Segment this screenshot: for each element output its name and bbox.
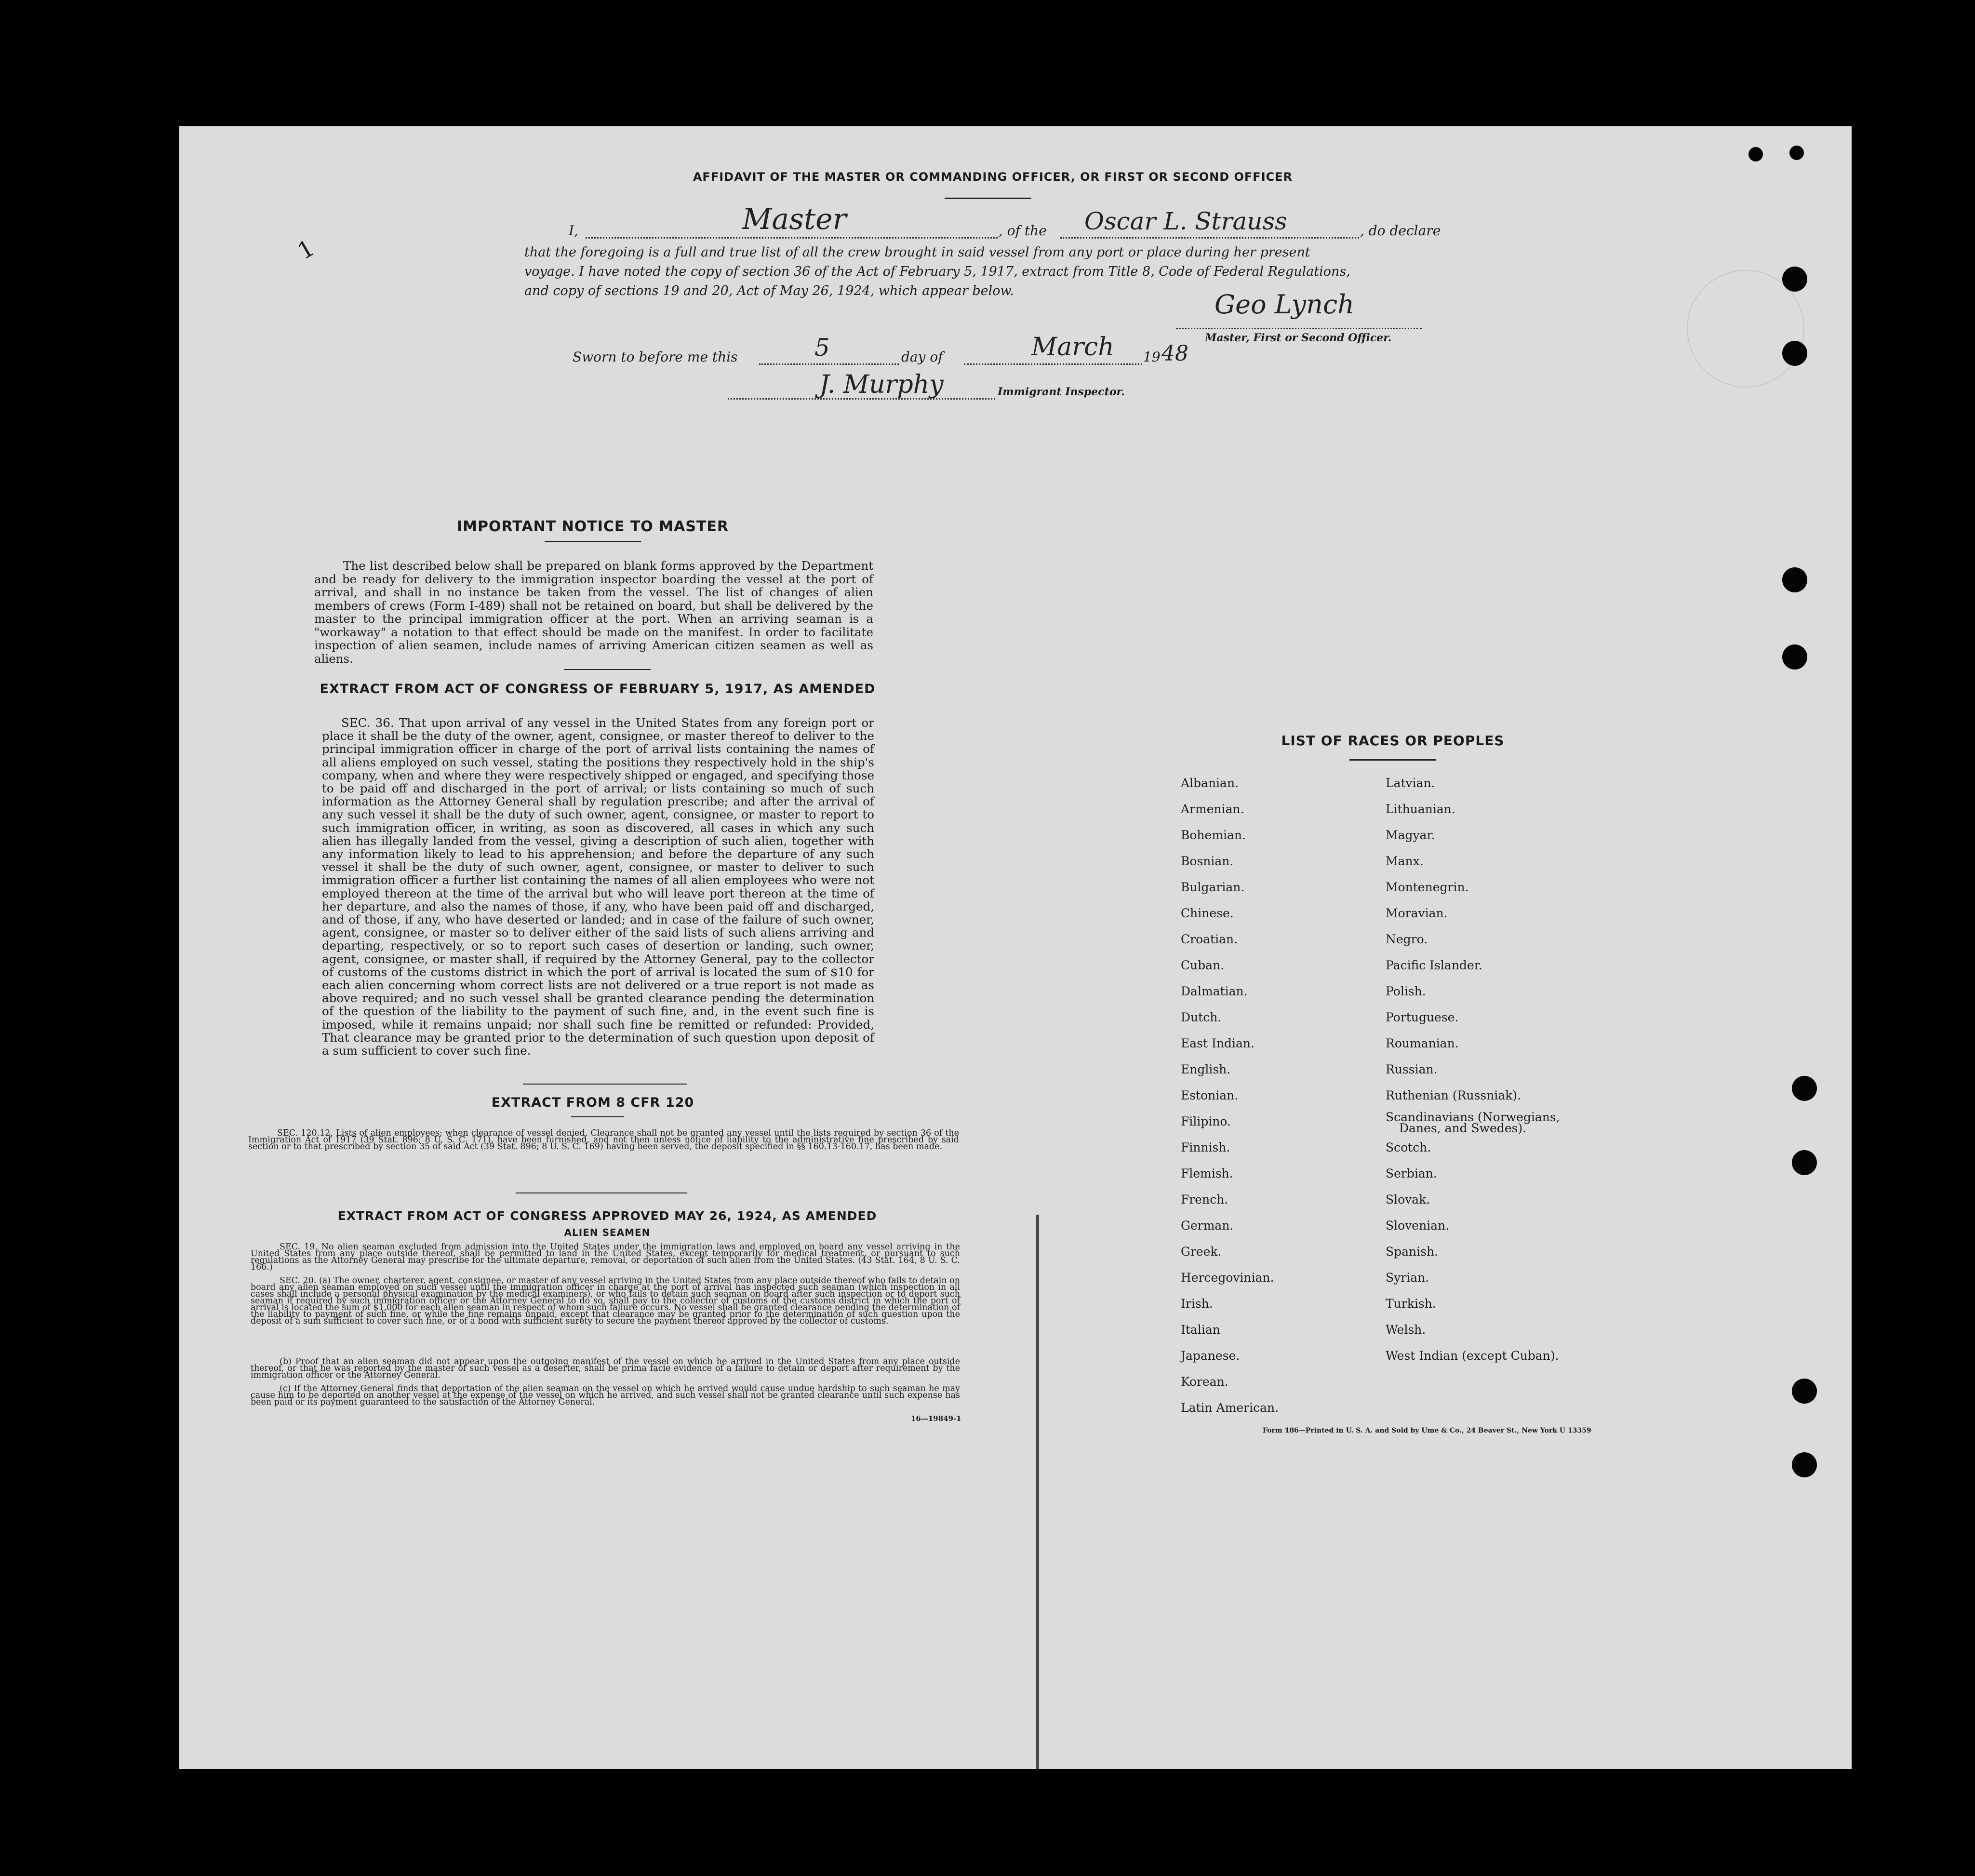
- punch-hole-icon: [1782, 341, 1807, 366]
- page-fold: [1036, 1215, 1039, 1769]
- notice-divider: [564, 669, 651, 670]
- margin-mark: 1: [293, 234, 320, 265]
- race-entry: Cuban.: [1181, 958, 1225, 972]
- race-entry: Japanese.: [1181, 1349, 1240, 1363]
- day-of-label: day of: [901, 349, 943, 365]
- vessel-blank: [1060, 237, 1359, 239]
- race-entry: Bulgarian.: [1181, 880, 1245, 894]
- race-entry: Spanish.: [1386, 1245, 1439, 1259]
- of-the-label: , of the: [999, 223, 1047, 239]
- sec20c-body: (c) If the Attorney General finds that deportation of the alien seaman on the vessel on which he arrived would cause undue hardship to such seaman he may cause him to be deported on another vessel at the expense of the vessel on which he arrived, and such vessel shall not be granted clearance until such expense has been paid or its payment guaranteed to the satisfaction of the Attorney General.: [251, 1384, 960, 1407]
- cfr-title: EXTRACT FROM 8 CFR 120: [491, 1095, 694, 1110]
- sworn-day-handwritten: 5: [814, 334, 830, 362]
- race-entry: Armenian.: [1181, 802, 1244, 816]
- race-entry: Pacific Islander.: [1386, 958, 1482, 972]
- race-entry: Scotch.: [1386, 1140, 1431, 1154]
- race-entry: Welsh.: [1386, 1323, 1426, 1337]
- races-rule: [1349, 759, 1436, 761]
- race-entry: Lithuanian.: [1386, 802, 1455, 816]
- sworn-day-blank: [759, 363, 899, 365]
- race-entry: Latvian.: [1386, 776, 1435, 790]
- race-entry: Hercegovinian.: [1181, 1271, 1274, 1285]
- title-rule: [945, 198, 1031, 199]
- race-entry: Latin American.: [1181, 1401, 1279, 1415]
- punch-hole-icon: [1789, 146, 1804, 160]
- officer-blank: [586, 237, 998, 239]
- race-entry: Flemish.: [1181, 1166, 1233, 1180]
- race-entry: Serbian.: [1386, 1166, 1437, 1180]
- signature-caption: Master, First or Second Officer.: [1205, 332, 1392, 344]
- race-entry: Greek.: [1181, 1245, 1222, 1259]
- vessel-handwritten: Oscar L. Strauss: [1084, 207, 1287, 235]
- race-entry: Syrian.: [1386, 1271, 1429, 1285]
- punch-hole-icon: [1792, 1150, 1817, 1175]
- race-entry: Bosnian.: [1181, 854, 1234, 868]
- notice-rule: [545, 541, 641, 542]
- extract-1917-body: SEC. 36. That upon arrival of any vessel in the United States from any foreign port or place it shall be the duty of the owner, agent, consignee, or master thereof to deliver to the principal immigration officer in charge of the port of arrival lists containing the names of all aliens employed on such vessel, stating the positions they respectively hold in the ship's company, when and where they were respectively shipped or engaged, and specifying those to be paid off and discharged in the port of arrival; or lists containing so much of such information as the Attorney General shall by regulation prescribe; and after the arrival of any such vessel it shall be the duty of such owner, agent, consignee, or master to report to such immigration officer, in writing, as soon as discovered, all cases in which any such alien has illegally landed from the vessel, giving a description of such alien, together with any information likely to lead to his apprehension; and before the departure of any such vessel it shall be the duty of such owner, agent, consignee, or master to deliver to such immigration officer a further list containing the names of all alien employees who were not employed thereon at the time of the arrival but who will leave port thereon at the time of her departure, and also the names of those, if any, who have been paid off and discharged, and of those, if any, who have deserted or landed; and in case of the failure of such owner, agent, consignee, or master so to deliver either of the said lists of such aliens arriving and departing, respectively, or so to report such cases of desertion or landing, such owner, agent, consignee, or master shall, if required by the Attorney General, pay to the collector of customs of the customs district in which the port of arrival is located the sum of $10 for each alien concerning whom correct lists are not delivered or a true report is not made as above required; and no such vessel shall be granted clearance pending the determination of the question of the liability to the payment of such fine, and, in the event such fine is imposed, while it remains unpaid; nor shall such fine be remitted or refunded: Provided, That clearance may be granted prior to the determination of such question upon deposit of a sum sufficient to cover such fine.: [322, 716, 874, 1058]
- race-entry: German.: [1181, 1219, 1234, 1233]
- race-entry: Irish.: [1181, 1297, 1213, 1311]
- extract-1917-title: EXTRACT FROM ACT OF CONGRESS OF FEBRUARY 5, 1917, AS AMENDED: [320, 682, 876, 697]
- race-entry: Danes, and Swedes).: [1399, 1121, 1527, 1135]
- race-entry: Albanian.: [1181, 776, 1239, 790]
- race-entry: Croatian.: [1181, 932, 1238, 946]
- race-entry: Slovak.: [1386, 1193, 1430, 1206]
- race-entry: Italian: [1181, 1323, 1220, 1337]
- notice-title: IMPORTANT NOTICE TO MASTER: [457, 518, 729, 535]
- race-entry: Bohemian.: [1181, 828, 1246, 842]
- form-code: 16—19849-1: [911, 1414, 961, 1423]
- race-entry: Dutch.: [1181, 1010, 1222, 1024]
- race-entry: Slovenian.: [1386, 1219, 1450, 1233]
- race-entry: Turkish.: [1386, 1297, 1436, 1311]
- race-entry: Roumanian.: [1386, 1036, 1459, 1050]
- punch-hole-icon: [1792, 1076, 1817, 1101]
- sworn-month-blank: [964, 363, 1142, 365]
- officer-handwritten: Master: [742, 202, 847, 236]
- race-entry: Filipino.: [1181, 1114, 1231, 1128]
- race-entry: English.: [1181, 1062, 1231, 1076]
- race-entry: Scandinavians (Norwegians,: [1386, 1110, 1560, 1124]
- race-entry: Montenegrin.: [1386, 880, 1469, 894]
- race-entry: Ruthenian (Russniak).: [1386, 1088, 1521, 1102]
- race-entry: Moravian.: [1386, 906, 1448, 920]
- punch-hole-icon: [1792, 1452, 1817, 1477]
- inspector-caption: Immigrant Inspector.: [998, 386, 1125, 398]
- punch-hole-icon: [1782, 644, 1807, 670]
- notice-body: The list described below shall be prepared on blank forms approved by the Department and be ready for delivery to the immigration inspector boarding the vessel at the port of arrival, and shall in no instance be taken from the vessel. The list of changes of alien members of crews (Form I-489) shall not be retained on board, but shall be delivered by the master to the principal immigration officer at the port. When an arriving seaman is a "workaway" a notation to that effect should be made on the manifest. In order to facilitate inspection of alien seamen, include names of arriving American citizen seamen as well as aliens.: [314, 559, 873, 666]
- race-entry: Korean.: [1181, 1375, 1228, 1389]
- affidavit-title: AFFIDAVIT OF THE MASTER OR COMMANDING OFFICER, OR FIRST OR SECOND OFFICER: [693, 170, 1293, 184]
- year-prefix: 19: [1143, 349, 1161, 365]
- sec20a-body: SEC. 20. (a) The owner, charterer, agent, consignee, or master of any vessel arriving in the United States from any place outside thereof who fails to detain on board any alien seaman employed on such vessel until the immigration officer in charge at the port of arrival has inspected such seaman (which inspection in all cases shall include a personal physical examination by the medical examiners), or who fails to detain such seaman on board after such inspection or to deport such seaman if required by such immigration officer or the Attorney General to do so, shall pay to the collector of customs of the customs district in which the port of arrival is located the sum of $1,000 for each alien seaman in respect of whom such failure occurs. No vessel shall be granted clearance pending the determination of the liability to payment of such fine, or while the fine remains unpaid, except that clearance may be granted prior to the determination of such question upon the deposit of a sum sufficient to cover such fine, or of a bond with sufficient surety to secure the payment thereof approved by the collector of customs.: [251, 1276, 960, 1326]
- punch-hole-icon: [1782, 267, 1807, 292]
- race-entry: West Indian (except Cuban).: [1386, 1349, 1559, 1363]
- races-left-column: [1181, 770, 1398, 1421]
- race-entry: Manx.: [1386, 854, 1424, 868]
- sworn-month-handwritten: March: [1031, 333, 1114, 362]
- affidavit-line-3: and copy of sections 19 and 20, Act of May 26, 1924, which appear below.: [524, 283, 1014, 298]
- extract-1924-title: EXTRACT FROM ACT OF CONGRESS APPROVED MAY 26, 1924, AS AMENDED: [337, 1209, 877, 1223]
- race-entry: Portuguese.: [1386, 1010, 1459, 1024]
- races-title: LIST OF RACES OR PEOPLES: [1281, 733, 1505, 749]
- race-entry: Dalmatian.: [1181, 984, 1248, 998]
- races-right-column: [1386, 770, 1675, 1369]
- race-entry: Negro.: [1386, 932, 1428, 946]
- sec20b-body: (b) Proof that an alien seaman did not appear upon the outgoing manifest of the vessel on which he arrived in the United States from any place outside thereof, or that he was reported by the master of such vessel as a deserter, shall be prima facie evidence of a failure to detain or deport after requirement by the immigration officer or the Attorney General.: [251, 1357, 960, 1380]
- sworn-prefix: Sworn to before me this: [573, 349, 738, 365]
- extract-1924-subtitle: ALIEN SEAMEN: [564, 1227, 651, 1238]
- race-entry: East Indian.: [1181, 1036, 1254, 1050]
- printer-credit: Form 186—Printed in U. S. A. and Sold by Ume & Co., 24 Beaver St., New York U 13359: [1263, 1427, 1591, 1434]
- race-entry: Chinese.: [1181, 906, 1234, 920]
- do-declare-label: , do declare: [1360, 223, 1441, 239]
- race-entry: Russian.: [1386, 1062, 1438, 1076]
- signature-blank: [1176, 328, 1422, 329]
- race-entry: French.: [1181, 1193, 1228, 1206]
- cfr-rule: [571, 1116, 624, 1117]
- punch-hole-icon: [1748, 147, 1763, 161]
- inspector-signature: J. Murphy: [819, 370, 944, 399]
- extract-1917-divider: [523, 1084, 687, 1085]
- race-entry: Estonian.: [1181, 1088, 1239, 1102]
- race-entry: Polish.: [1386, 984, 1426, 998]
- punch-hole-icon: [1782, 567, 1807, 592]
- master-signature: Geo Lynch: [1214, 289, 1354, 320]
- race-entry: Magyar.: [1386, 828, 1435, 842]
- affidavit-line-1: that the foregoing is a full and true list of all the crew brought in said vessel from any port or place during her present: [524, 245, 1310, 260]
- punch-hole-icon: [1792, 1379, 1817, 1404]
- race-entry: Finnish.: [1181, 1140, 1230, 1154]
- affidavit-line-2: voyage. I have noted the copy of section 36 of the Act of February 5, 1917, extract from Title 8, Code of Federal Regulations,: [524, 264, 1350, 279]
- year-handwritten: 48: [1161, 341, 1188, 366]
- pronoun-label: I,: [569, 223, 578, 239]
- cfr-body: SEC. 120.12. Lists of alien employees; when clearance of vessel denied. Clearance shall not be granted any vessel until the lists required by section 36 of the Immigration Act of 1917 (39 Stat. 896; 8 U. S. C. 171), have been furnished, and not then unless notice of liability to the administrative fine prescribed by said section or to that prescribed by section 35 of said Act (39 Stat. 896; 8 U. S. C. 169) having been served, the deposit specified in §§ 160.13-160.17, has been made.: [248, 1128, 959, 1152]
- sec19-body: SEC. 19. No alien seaman excluded from admission into the United States under the immigration laws and employed on board any vessel arriving in the United States from any place outside thereof, shall be permitted to land in the United States, except temporarily for medical treatment, or pursuant to such regulations as the Attorney General may prescribe for the ultimate departure, removal, or deportation of such alien from the United States. (43 Stat. 164, 8 U. S. C. 166.): [251, 1242, 960, 1272]
